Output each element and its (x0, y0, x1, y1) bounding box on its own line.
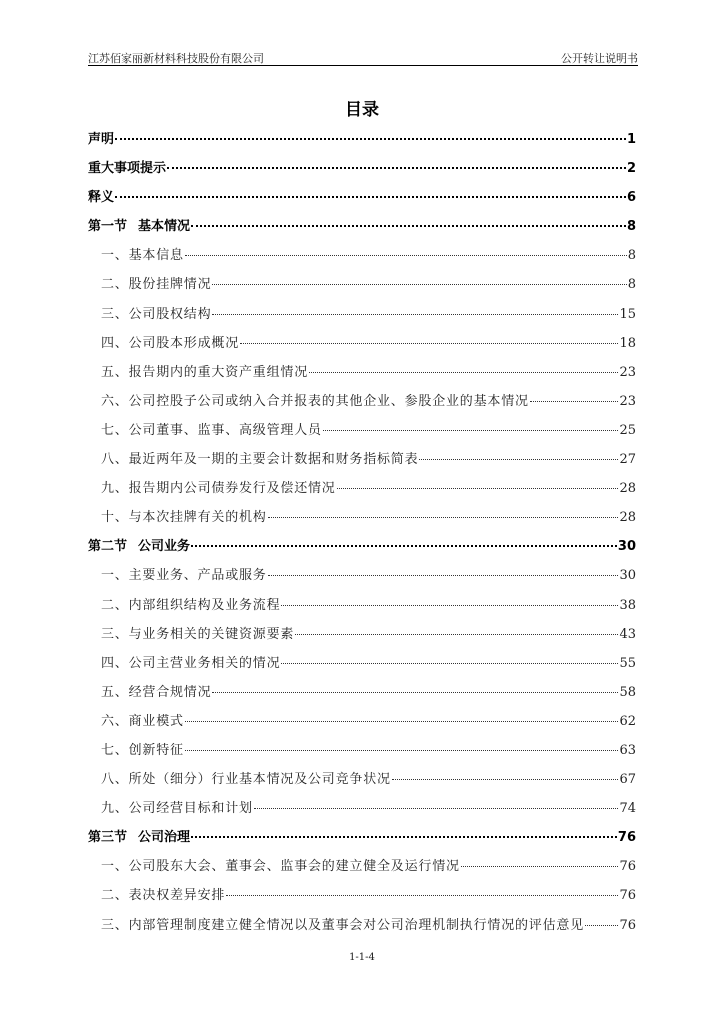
toc-entry-title: 公司控股子公司或纳入合并报表的其他企业、参股企业的基本情况 (128, 393, 529, 409)
toc-entry-label (101, 273, 211, 292)
toc-entry-label (101, 652, 280, 671)
toc-entry-title: 内部组织结构及业务流程 (128, 597, 281, 613)
toc-entry-title: 最近两年及一期的主要会计数据和财务指标简表 (128, 452, 419, 468)
toc-entry-number: 四、 (101, 335, 129, 351)
dot-leader (323, 430, 619, 431)
toc-entry-page: 76 (619, 859, 636, 875)
dot-leader (309, 372, 618, 373)
dot-leader (212, 692, 618, 693)
toc-entry-label (88, 215, 190, 234)
toc-entry-label (101, 506, 267, 525)
toc-entry-label (101, 797, 253, 816)
toc-entry-chapter[interactable] (88, 535, 636, 564)
toc-entry-title: 基本情况 (138, 219, 191, 235)
company-name: 江苏佰家丽新材料科技股份有限公司 (88, 52, 264, 65)
toc-entry-chapter[interactable] (88, 186, 636, 215)
toc-entry-label (101, 361, 308, 380)
page-title: 目录 (345, 100, 379, 120)
toc-entry-label (101, 332, 239, 351)
dot-leader (281, 605, 618, 606)
toc-entry-number: 一、 (101, 859, 129, 875)
toc-entry-chapter[interactable] (88, 826, 636, 855)
toc-entry-number: 六、 (101, 713, 129, 729)
toc-entry-page: 30 (619, 568, 636, 584)
toc-entry-page: 55 (619, 655, 636, 671)
toc-entry-section[interactable] (88, 448, 636, 477)
toc-entry-title: 表决权差异安排 (128, 888, 226, 904)
toc-entry-page: 28 (619, 481, 636, 497)
toc-entry-page: 8 (627, 248, 636, 264)
toc-entry-page: 43 (619, 626, 636, 642)
document-type: 公开转让说明书 (561, 52, 638, 65)
toc-entry-section[interactable] (88, 506, 636, 535)
toc-entry-title: 重大事项提示 (88, 161, 167, 177)
toc-entry-section[interactable] (88, 652, 636, 681)
toc-entry-section[interactable] (88, 739, 636, 768)
toc-entry-number: 七、 (101, 422, 129, 438)
toc-entry-page: 25 (619, 422, 636, 438)
toc-entry-title: 所处（细分）行业基本情况及公司竞争状况 (128, 772, 391, 788)
toc-entry-title: 公司主营业务相关的情况 (128, 655, 281, 671)
toc-entry-number: 第二节 (88, 539, 128, 555)
toc-entry-section[interactable] (88, 332, 636, 361)
toc-entry-page: 76 (619, 917, 636, 933)
toc-entry-page: 74 (619, 801, 636, 817)
toc-entry-label (101, 855, 460, 874)
dot-leader (295, 634, 618, 635)
toc-entry-label (88, 128, 114, 147)
toc-entry-label (101, 390, 529, 409)
dot-leader (115, 196, 626, 198)
toc-entry-section[interactable] (88, 244, 636, 273)
toc-entry-label (101, 884, 225, 903)
dot-leader (530, 401, 619, 402)
toc-entry-number: 十、 (101, 510, 129, 526)
page-footer (0, 952, 724, 963)
toc-entry-label (101, 914, 584, 933)
toc-entry-page: 6 (626, 190, 636, 206)
toc-entry-number: 一、 (101, 568, 129, 584)
toc-entry-chapter[interactable] (88, 157, 636, 186)
toc-entry-page: 18 (619, 335, 636, 351)
dot-leader (240, 343, 618, 344)
toc-entry-section[interactable] (88, 681, 636, 710)
header-divider (88, 65, 638, 66)
dot-leader (226, 895, 618, 896)
toc-entry-label (101, 710, 184, 729)
dot-leader (212, 284, 626, 285)
toc-entry-section[interactable] (88, 710, 636, 739)
toc-entry-page: 28 (619, 510, 636, 526)
toc-entry-title: 股份挂牌情况 (128, 277, 212, 293)
toc-entry-label (88, 826, 190, 845)
toc-entry-title: 与业务相关的关键资源要素 (128, 626, 295, 642)
toc-entry-title: 商业模式 (128, 713, 184, 729)
dot-leader (585, 925, 618, 926)
toc-entry-section[interactable] (88, 273, 636, 302)
toc-entry-number: 五、 (101, 364, 129, 380)
toc-entry-title: 与本次挂牌有关的机构 (128, 510, 267, 526)
toc-entry-number: 八、 (101, 772, 129, 788)
toc-entry-page: 1 (626, 132, 636, 147)
dot-leader (461, 866, 619, 867)
toc-entry-page: 67 (619, 772, 636, 788)
dot-leader (254, 808, 619, 809)
toc-entry-number: 九、 (101, 481, 129, 497)
toc-entry-number: 三、 (101, 917, 129, 933)
toc-entry-title: 释义 (88, 190, 115, 206)
toc-entry-page: 8 (627, 277, 636, 293)
toc-entry-page: 30 (617, 539, 636, 555)
toc-entry-number: 一、 (101, 248, 129, 264)
toc-entry-chapter[interactable] (88, 128, 636, 157)
toc-entry-title: 公司经营目标和计划 (128, 801, 253, 817)
toc-entry-page: 15 (619, 306, 636, 322)
toc-entry-label (88, 157, 166, 176)
dot-leader (115, 138, 626, 140)
dot-leader (419, 459, 618, 460)
dot-leader (167, 167, 626, 169)
toc-entry-title: 报告期内公司债券发行及偿还情况 (128, 481, 336, 497)
toc-entry-page: 2 (626, 161, 636, 177)
toc-entry-number: 八、 (101, 452, 129, 468)
toc-entry-page: 76 (619, 888, 636, 904)
toc-entry-label (101, 448, 418, 467)
dot-leader (191, 545, 617, 547)
toc-entry-page: 76 (617, 830, 636, 846)
toc-entry-title: 创新特征 (128, 742, 184, 758)
toc-entry-section[interactable] (88, 419, 636, 448)
dot-leader (337, 488, 619, 489)
toc-entry-title: 公司股本形成概况 (128, 335, 240, 351)
toc-entry-number: 三、 (101, 306, 129, 322)
toc-entry-title: 公司股权结构 (128, 306, 212, 322)
toc-entry-label (88, 535, 190, 554)
page-number: 1-1-4 (349, 952, 375, 963)
page-header (88, 50, 638, 66)
table-of-contents (88, 128, 636, 943)
toc-entry-number: 第三节 (88, 830, 128, 846)
toc-entry-number: 四、 (101, 655, 129, 671)
toc-entry-title: 公司股东大会、董事会、监事会的建立健全及运行情况 (128, 859, 460, 875)
toc-entry-title: 公司治理 (138, 830, 191, 846)
toc-entry-label (101, 564, 267, 583)
toc-entry-label (101, 419, 322, 438)
toc-entry-page: 62 (619, 713, 636, 729)
toc-entry-page: 38 (619, 597, 636, 613)
dot-leader (185, 721, 619, 722)
toc-entry-title: 公司业务 (138, 539, 191, 555)
toc-entry-number: 二、 (101, 597, 129, 613)
dot-leader (191, 836, 617, 838)
toc-entry-number: 六、 (101, 393, 129, 409)
dot-leader (281, 663, 618, 664)
toc-entry-section[interactable] (88, 477, 636, 506)
toc-entry-number: 第一节 (88, 219, 128, 235)
toc-entry-page: 8 (626, 219, 636, 235)
toc-entry-page: 27 (619, 452, 636, 468)
toc-entry-number: 九、 (101, 801, 129, 817)
toc-entry-section[interactable] (88, 797, 636, 826)
toc-entry-section[interactable] (88, 623, 636, 652)
toc-entry-label (101, 681, 211, 700)
toc-entry-title: 声明 (88, 132, 115, 147)
toc-entry-page: 23 (619, 364, 636, 380)
toc-entry-page: 63 (619, 742, 636, 758)
dot-leader (212, 314, 618, 315)
toc-entry-title: 报告期内的重大资产重组情况 (128, 364, 309, 380)
dot-leader (268, 575, 619, 576)
toc-entry-number: 三、 (101, 626, 129, 642)
toc-entry-section[interactable] (88, 855, 636, 884)
dot-leader (185, 255, 627, 256)
toc-entry-section[interactable] (88, 303, 636, 332)
dot-leader (191, 225, 626, 227)
toc-entry-section[interactable] (88, 884, 636, 913)
toc-entry-number: 七、 (101, 742, 129, 758)
toc-entry-chapter[interactable] (88, 215, 636, 244)
toc-entry-section[interactable] (88, 390, 636, 419)
toc-entry-section[interactable] (88, 594, 636, 623)
toc-entry-label (101, 768, 391, 787)
toc-entry-page: 23 (619, 393, 636, 409)
toc-entry-title: 经营合规情况 (128, 684, 212, 700)
toc-entry-label (88, 186, 114, 205)
toc-entry-title: 公司董事、监事、高级管理人员 (128, 422, 322, 438)
toc-entry-section[interactable] (88, 361, 636, 390)
toc-entry-number: 二、 (101, 888, 129, 904)
toc-entry-section[interactable] (88, 768, 636, 797)
toc-entry-page: 58 (619, 684, 636, 700)
toc-entry-title: 内部管理制度建立健全情况以及董事会对公司治理机制执行情况的评估意见 (128, 917, 585, 933)
toc-entry-label (101, 739, 184, 758)
toc-entry-section[interactable] (88, 564, 636, 593)
toc-entry-title: 主要业务、产品或服务 (128, 568, 267, 584)
toc-entry-section[interactable] (88, 914, 636, 943)
dot-leader (185, 750, 619, 751)
toc-entry-label (101, 623, 294, 642)
dot-leader (392, 779, 619, 780)
dot-leader (268, 517, 619, 518)
toc-entry-label (101, 594, 280, 613)
toc-entry-label (101, 303, 211, 322)
toc-entry-label (101, 244, 184, 263)
toc-entry-title: 基本信息 (128, 248, 184, 264)
toc-entry-number: 二、 (101, 277, 129, 293)
toc-entry-label (101, 477, 336, 496)
toc-entry-number: 五、 (101, 684, 129, 700)
